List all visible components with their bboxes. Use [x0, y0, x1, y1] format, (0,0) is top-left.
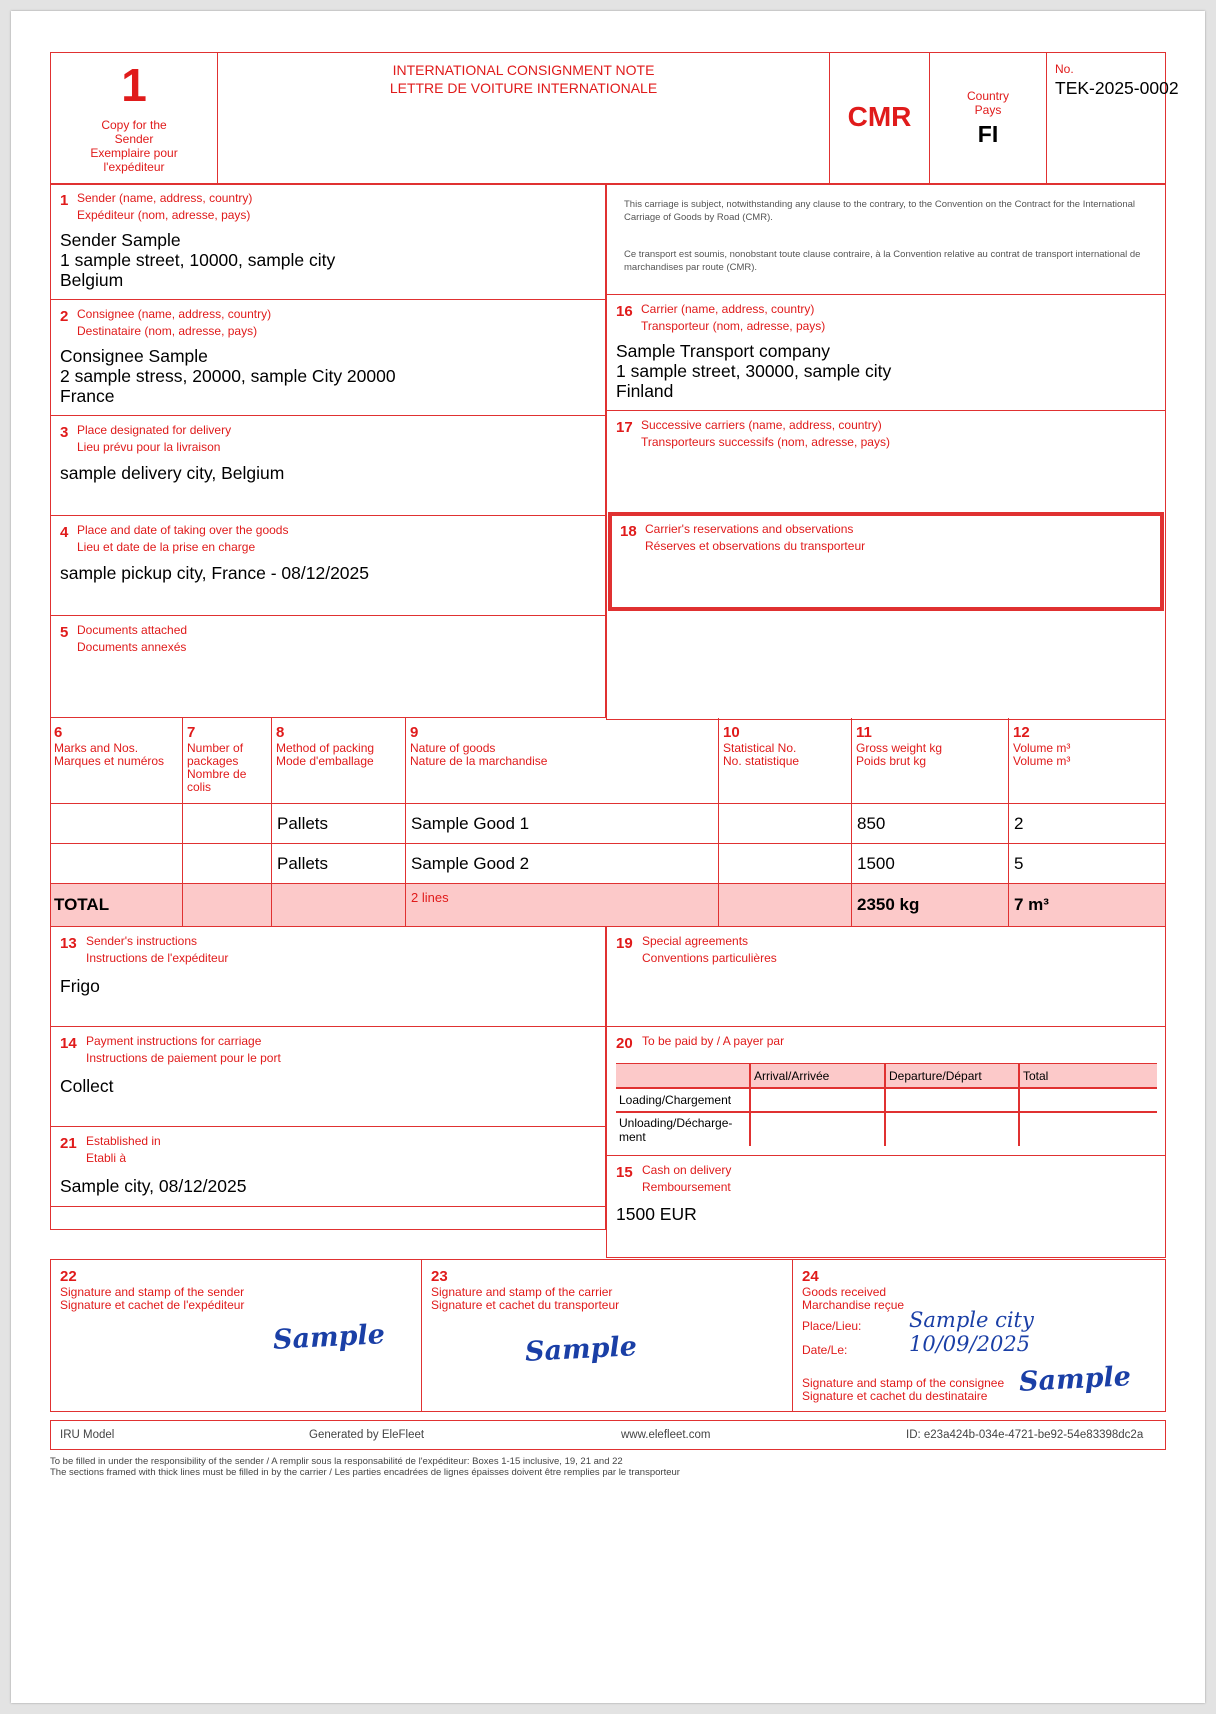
box-number: 4 [60, 524, 69, 541]
column-number: 11 [856, 724, 872, 741]
box-number: 24 [802, 1268, 819, 1285]
divider [182, 883, 183, 927]
box-label-en: Consignee (name, address, country) [77, 307, 272, 321]
box-number: 21 [60, 1135, 77, 1152]
divider [50, 515, 606, 516]
box-label-fr: Expéditeur (nom, adresse, pays) [77, 208, 251, 222]
divider [884, 1063, 886, 1146]
sender-address: 1 sample street, 10000, sample city [60, 250, 336, 270]
cmr-logo-text: CMR [847, 101, 912, 132]
box-label-fr: Réserves et observations du transporteur [645, 539, 866, 553]
divider [1046, 52, 1047, 184]
column-label: colis [187, 780, 212, 794]
cmr-document-page [11, 11, 1205, 1703]
divider [50, 1206, 606, 1207]
copy-label-fr-2: l'expéditeur [103, 160, 165, 174]
divider [50, 803, 1166, 804]
sender-signature: Sample [272, 1319, 386, 1356]
total-label: TOTAL [54, 895, 110, 914]
box-number: 22 [60, 1268, 77, 1285]
divider [1008, 883, 1009, 927]
payment-row-loading: Loading/Chargement [619, 1093, 732, 1107]
payment-header-total: Total [1023, 1069, 1049, 1083]
total-volume: 7 m³ [1014, 895, 1049, 914]
divider [50, 843, 1166, 844]
table-cell-goods: Sample Good 2 [411, 854, 530, 873]
consignee-address: 2 sample stress, 20000, sample City 20000 [60, 366, 396, 386]
box-label-en: Carrier (name, address, country) [641, 302, 815, 316]
divider [606, 410, 1166, 411]
copy-number: 1 [121, 59, 147, 111]
column-label: Nombre de [187, 767, 247, 781]
table-cell-goods: Sample Good 1 [411, 814, 530, 833]
place-label: Place/Lieu: [802, 1319, 862, 1333]
payment-row-unloading: Unloading/Décharge- [619, 1116, 733, 1130]
divider [50, 415, 606, 416]
received-date: 10/09/2025 [909, 1332, 1031, 1356]
box-label-fr: Conventions particulières [642, 951, 777, 965]
column-number: 7 [187, 724, 196, 741]
box-label-fr: Remboursement [642, 1180, 731, 1194]
divider [616, 1063, 1157, 1064]
column-label: Mode d'emballage [276, 754, 374, 768]
divider [50, 299, 606, 300]
established-in: Sample city, 08/12/2025 [60, 1176, 247, 1196]
consignee-signature-label-fr: Signature et cachet du destinataire [802, 1389, 988, 1403]
column-label: Volume m³ [1013, 754, 1071, 768]
payment-table-header [616, 1063, 1157, 1087]
box-label-en: Signature and stamp of the carrier [431, 1285, 613, 1299]
column-label: Marques et numéros [54, 754, 165, 768]
box-label-fr: Lieu prévu pour la livraison [77, 440, 221, 454]
box-label-en: Successive carriers (name, address, country) [641, 418, 882, 432]
divider [50, 615, 606, 616]
box-label-fr: Transporteurs successifs (nom, adresse, pays) [641, 435, 890, 449]
divider [606, 294, 1166, 295]
consignee-name: Consignee Sample [60, 346, 208, 366]
consignment-number: TEK-2025-0002 [1055, 78, 1179, 98]
box-number: 14 [60, 1035, 77, 1052]
box-label-fr: Instructions de paiement pour le port [86, 1051, 281, 1065]
table-cell-packing: Pallets [277, 814, 329, 833]
carrier-name: Sample Transport company [616, 341, 830, 361]
column-label: Nature of goods [410, 741, 496, 755]
box-label-fr: Marchandise reçue [802, 1298, 905, 1312]
divider [606, 1155, 1166, 1156]
payment-row-unloading-cont: ment [619, 1130, 646, 1144]
column-label: Poids brut kg [856, 754, 927, 768]
table-cell-volume: 2 [1014, 814, 1024, 833]
box-label-fr: Lieu et date de la prise en charge [77, 540, 256, 554]
box-number: 2 [60, 308, 69, 325]
box-label-en: Sender's instructions [86, 934, 198, 948]
box-label-fr: Instructions de l'expéditeur [86, 951, 229, 965]
box-number: 19 [616, 935, 633, 952]
date-label: Date/Le: [802, 1343, 848, 1357]
box-label-en: Signature and stamp of the sender [60, 1285, 245, 1299]
carrier-country: Finland [616, 381, 674, 401]
box-label-en: Established in [86, 1134, 161, 1148]
divider [616, 1087, 1157, 1089]
payment-instructions: Collect [60, 1076, 114, 1096]
total-lines: 2 lines [411, 890, 449, 905]
number-label: No. [1055, 62, 1074, 76]
box-label-en: Sender (name, address, country) [77, 191, 253, 205]
box-label-en: Documents attached [77, 623, 188, 637]
divider [1165, 718, 1166, 927]
column-label: Marks and Nos. [54, 741, 139, 755]
box-label-en: Place designated for delivery [77, 423, 232, 437]
footer-generated: Generated by EleFleet [309, 1429, 425, 1441]
divider [929, 52, 930, 184]
box-number: 20 [616, 1035, 633, 1052]
footer-note-1: To be filled in under the responsibility of the sender / A remplir sous la responsabilité de l'expéditeur: Boxes 1-15 inclusive, 19, 21 and 22 [50, 1456, 623, 1467]
divider [851, 883, 852, 927]
box-label-fr: Signature et cachet du transporteur [431, 1298, 620, 1312]
column-label: packages [187, 754, 239, 768]
box-number: 23 [431, 1268, 448, 1285]
payment-header-arrival: Arrival/Arrivée [754, 1069, 830, 1083]
consignee-signature-label-en: Signature and stamp of the consignee [802, 1376, 1005, 1390]
box-number: 13 [60, 935, 77, 952]
box-label-fr: Documents annexés [77, 640, 187, 654]
box-label-en: Place and date of taking over the goods [77, 523, 289, 537]
table-cell-weight: 850 [857, 814, 886, 833]
box-number: 15 [616, 1164, 633, 1181]
column-label: Gross weight kg [856, 741, 943, 755]
delivery-place: sample delivery city, Belgium [60, 463, 285, 483]
box-label-en: Special agreements [642, 934, 749, 948]
divider [718, 883, 719, 927]
divider [405, 883, 406, 927]
received-place: Sample city [909, 1308, 1034, 1332]
box-label-fr: Transporteur (nom, adresse, pays) [641, 319, 826, 333]
country-value: FI [977, 121, 999, 147]
column-number: 9 [410, 724, 419, 741]
copy-label-fr-1: Exemplaire pour [90, 146, 178, 160]
footer-note-2: The sections framed with thick lines must be filled in by the carrier / Les parties encadrées de lignes épaisses doivent être remplies par le transporteur [50, 1467, 680, 1478]
box-label-en: Carrier's reservations and observations [645, 522, 854, 536]
box-label: To be paid by / A payer par [642, 1034, 785, 1048]
divider [271, 883, 272, 927]
column-label: Number of [187, 741, 244, 755]
country-label-fr: Pays [974, 103, 1002, 117]
table-cell-packing: Pallets [277, 854, 329, 873]
document-title-en: INTERNATIONAL CONSIGNMENT NOTE [392, 62, 655, 78]
column-number: 10 [723, 724, 740, 741]
total-weight: 2350 kg [857, 895, 920, 914]
divider [421, 1259, 422, 1412]
carrier-signature: Sample [524, 1331, 638, 1368]
box-number: 1 [60, 192, 69, 209]
copy-label-en-2: Sender [114, 132, 154, 146]
convention-text-fr: Ce transport est soumis, nonobstant toute clause contraire, à la Convention relative au contrat de transport international de marchandises par route (CMR). [624, 249, 1141, 273]
column-label: No. statistique [723, 754, 800, 768]
payment-header-departure: Departure/Départ [889, 1069, 982, 1083]
column-label: Nature de la marchandise [410, 754, 548, 768]
divider [749, 1063, 751, 1146]
copy-label-en-1: Copy for the [101, 118, 167, 132]
table-cell-weight: 1500 [857, 854, 895, 873]
consignee-country: France [60, 386, 115, 406]
divider [606, 1026, 1166, 1027]
country-label-en: Country [966, 89, 1010, 103]
cash-on-delivery: 1500 EUR [616, 1204, 697, 1224]
box-label-en: Goods received [802, 1285, 887, 1299]
footer-document-id: ID: e23a424b-034e-4721-be92-54e83398dc2a [906, 1429, 1144, 1441]
column-label: Method of packing [276, 741, 375, 755]
footer-website: www.elefleet.com [621, 1429, 711, 1441]
total-row [51, 884, 1165, 926]
box-label-fr: Signature et cachet de l'expéditeur [60, 1298, 245, 1312]
column-label: Statistical No. [723, 741, 797, 755]
consignee-signature: Sample [1018, 1361, 1132, 1398]
box-number: 16 [616, 303, 633, 320]
column-label: Volume m³ [1013, 741, 1071, 755]
box-number: 5 [60, 624, 69, 641]
table-cell-volume: 5 [1014, 854, 1024, 873]
column-number: 6 [54, 724, 63, 741]
divider [792, 1259, 793, 1412]
sender-country: Belgium [60, 270, 124, 290]
divider [1018, 1063, 1020, 1146]
divider [616, 1111, 1157, 1113]
box-label-en: Payment instructions for carriage [86, 1034, 262, 1048]
box-number: 18 [620, 523, 637, 540]
carrier-address: 1 sample street, 30000, sample city [616, 361, 892, 381]
sender-name: Sender Sample [60, 230, 181, 250]
box-label-fr: Destinataire (nom, adresse, pays) [77, 324, 258, 338]
box-label-en: Cash on delivery [642, 1163, 732, 1177]
footer-model: IRU Model [60, 1429, 115, 1441]
box-number: 17 [616, 419, 633, 436]
sender-instructions: Frigo [60, 976, 100, 996]
column-number: 12 [1013, 724, 1030, 741]
divider [50, 1126, 606, 1127]
divider [50, 1026, 606, 1027]
pickup-place-date: sample pickup city, France - 08/12/2025 [60, 563, 370, 583]
column-number: 8 [276, 724, 285, 741]
box-number: 3 [60, 424, 69, 441]
box-label-fr: Etabli à [86, 1151, 127, 1165]
convention-text-en: This carriage is subject, notwithstanding any clause to the contrary, to the Convention on the Contract for the International Carriage of Goods by Road (CMR). [624, 199, 1136, 223]
document-title-fr: LETTRE DE VOITURE INTERNATIONALE [389, 80, 658, 96]
